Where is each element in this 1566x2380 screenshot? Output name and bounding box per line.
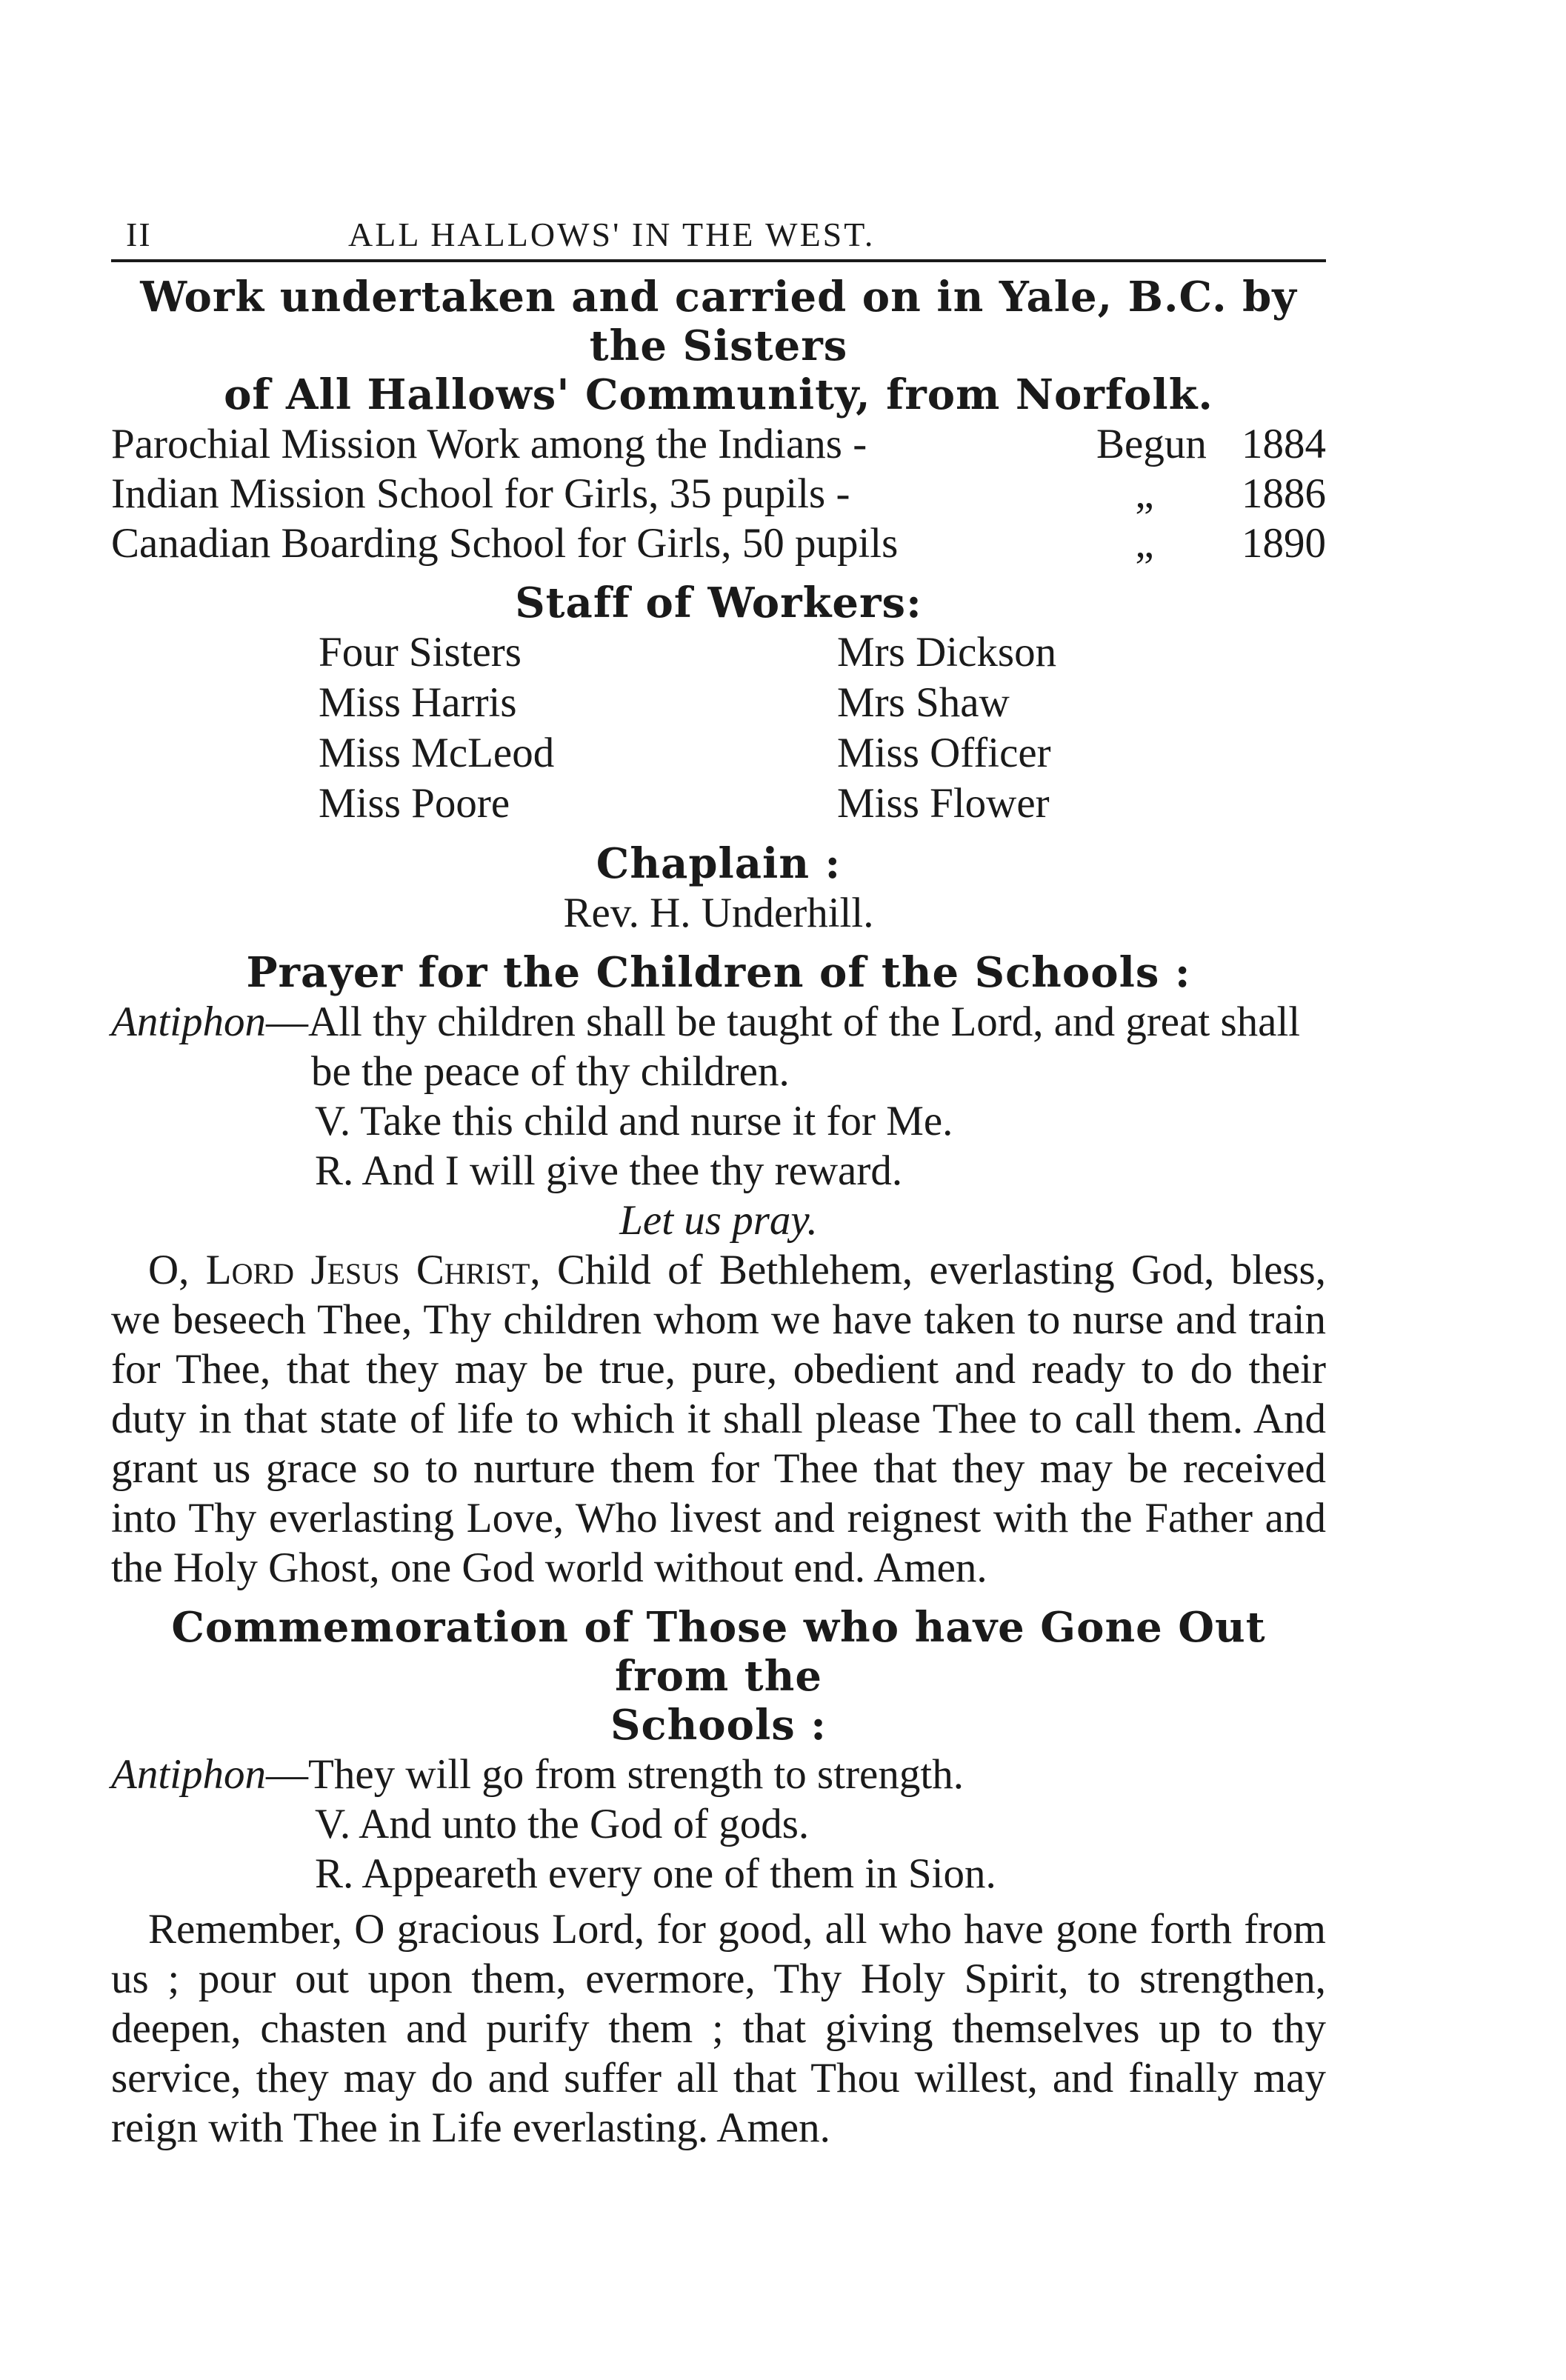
work-row <box>111 519 1326 568</box>
commemoration-body: Remember, O gracious Lord, for good, all who have gone forth from us ; pour out upon them, evermore, Thy Holy Spirit, to strengthen, deepen, chasten and purify them ; that giving themselves up to thy service, they may do and suffer all that Thou willest, and finally may reign with Thee in Life everlasting. Amen. <box>111 1906 1326 2151</box>
staff-list <box>319 627 1326 829</box>
book-page <box>111 207 1326 2153</box>
lord-jesus-christ: Lord Jesus Christ <box>205 1247 530 1293</box>
work-heading-line2: of All Hallows' Community, from Norfolk. <box>224 370 1213 419</box>
prayer-versicle: V. Take this child and nurse it for Me. <box>315 1098 953 1144</box>
commemoration-antiphon <box>111 1750 1326 1799</box>
work-row <box>111 469 1326 519</box>
work-table <box>111 419 1326 568</box>
work-row-year: 1890 <box>1242 520 1326 567</box>
prayer-body-rest: , Child of Bethlehem, everlasting God, bless, we beseech Thee, Thy children whom we have taken to nurse and train for Thee, that they may be true, pure, obedient and ready to do their duty in that state of life to which it shall please Thee to call them. And grant us grace so to nurture them for Thee that they may be received into Thy everlasting Love, Who livest and reignest with the Father and the Holy Ghost, one God world without end. Amen. <box>111 1247 1326 1591</box>
staff-member: Mrs Dickson <box>837 629 1057 676</box>
work-row-label: Parochial Mission Work among the Indians - <box>111 421 867 467</box>
staff-member: Miss Poore <box>319 780 510 827</box>
work-row-mark: „ <box>1135 470 1154 517</box>
chaplain-name: Rev. H. Underhill. <box>563 890 874 936</box>
work-row-mark: Begun <box>1096 421 1207 467</box>
staff-member: Miss Harris <box>319 679 517 726</box>
commemoration-heading-line1: Commemoration of Those who have Gone Out from the <box>171 1603 1266 1701</box>
commemoration-response: R. Appeareth every one of them in Sion. <box>315 1850 996 1897</box>
chaplain-heading: Chaplain : <box>596 839 842 888</box>
prayer-response: R. And I will give thee thy reward. <box>315 1147 903 1194</box>
work-heading-line1: Work undertaken and carried on in Yale, B.C. by the Sisters <box>140 273 1297 370</box>
work-row-label: Indian Mission School for Girls, 35 pupils - <box>111 470 850 517</box>
staff-member: Miss Officer <box>837 730 1051 776</box>
staff-member: Miss McLeod <box>319 730 555 776</box>
work-row <box>111 419 1326 469</box>
work-row-year: 1886 <box>1242 470 1326 517</box>
prayer-body <box>111 1245 1326 1593</box>
staff-member: Mrs Shaw <box>837 679 1010 726</box>
commemoration-heading-line2: Schools : <box>610 1701 827 1750</box>
running-head <box>111 207 1326 262</box>
staff-heading: Staff of Workers: <box>515 579 922 627</box>
running-title: ALL HALLOWS' IN THE WEST. <box>348 216 876 253</box>
commemoration-versicle: V. And unto the God of gods. <box>315 1801 810 1847</box>
staff-member: Miss Flower <box>837 780 1050 827</box>
antiphon-text: —All thy children shall be taught of the Lord, and great shall be the peace of thy children. <box>266 999 1301 1095</box>
antiphon-label: Antiphon <box>111 1751 266 1798</box>
let-us-pray: Let us pray. <box>619 1197 818 1244</box>
page-number: II <box>126 216 152 253</box>
prayer-antiphon <box>111 997 1326 1096</box>
staff-member: Four Sisters <box>319 629 522 676</box>
work-row-mark: „ <box>1135 520 1154 567</box>
work-row-year: 1884 <box>1242 421 1326 467</box>
prayer-heading: Prayer for the Children of the Schools : <box>246 948 1191 997</box>
work-row-label: Canadian Boarding School for Girls, 50 pupils <box>111 520 899 567</box>
antiphon-text: —They will go from strength to strength. <box>266 1751 964 1798</box>
antiphon-label: Antiphon <box>111 999 266 1045</box>
prayer-body-start: O, <box>148 1247 206 1293</box>
